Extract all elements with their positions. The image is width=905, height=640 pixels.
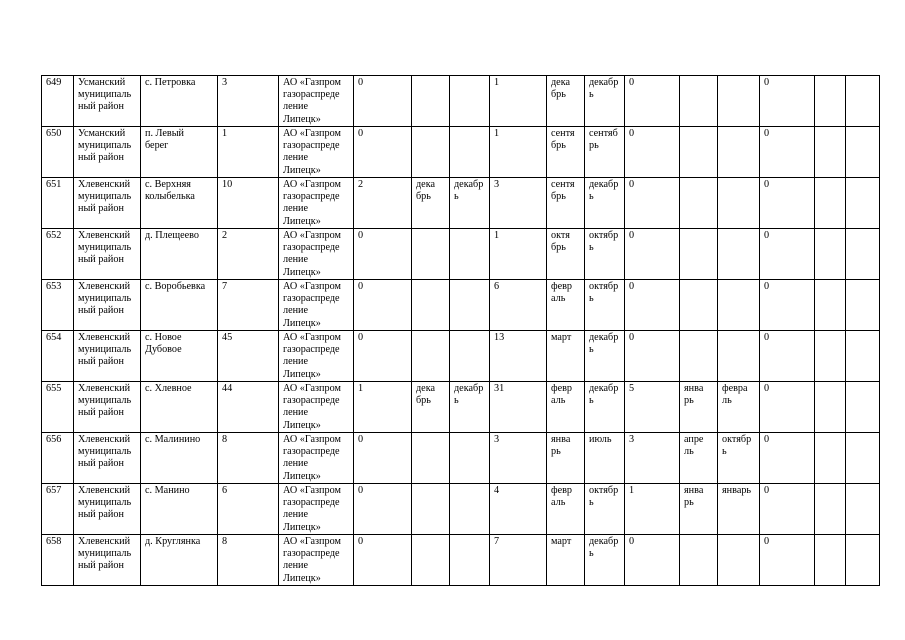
cell-plan-a-count: 1 bbox=[354, 382, 412, 433]
cell-plan-d-extra-1 bbox=[815, 178, 846, 229]
cell-plan-a-end bbox=[450, 484, 490, 535]
cell-operator: АО «Газпром газораспреде ление Липецк» bbox=[279, 76, 354, 127]
cell-row-number: 656 bbox=[42, 433, 74, 484]
cell-plan-c-end: февра ль bbox=[718, 382, 760, 433]
cell-plan-a-count: 0 bbox=[354, 280, 412, 331]
cell-row-number: 658 bbox=[42, 535, 74, 586]
cell-plan-c-start: янва рь bbox=[680, 382, 718, 433]
cell-plan-b-count: 13 bbox=[490, 331, 547, 382]
cell-plan-a-start bbox=[412, 484, 450, 535]
cell-plan-b-end: октябр ь bbox=[585, 229, 625, 280]
cell-plan-d-extra-1 bbox=[815, 280, 846, 331]
cell-plan-d-count: 0 bbox=[760, 76, 815, 127]
cell-operator: АО «Газпром газораспреде ление Липецк» bbox=[279, 331, 354, 382]
cell-plan-c-count: 0 bbox=[625, 76, 680, 127]
cell-plan-a-start bbox=[412, 331, 450, 382]
cell-plan-b-start: февр аль bbox=[547, 382, 585, 433]
cell-operator: АО «Газпром газораспреде ление Липецк» bbox=[279, 229, 354, 280]
cell-plan-b-end: июль bbox=[585, 433, 625, 484]
cell-plan-c-start bbox=[680, 229, 718, 280]
cell-plan-a-start bbox=[412, 229, 450, 280]
cell-plan-b-count: 3 bbox=[490, 433, 547, 484]
cell-row-number: 652 bbox=[42, 229, 74, 280]
cell-plan-d-extra-2 bbox=[846, 382, 880, 433]
cell-row-number: 655 bbox=[42, 382, 74, 433]
table-row bbox=[42, 433, 880, 484]
cell-plan-d-count: 0 bbox=[760, 127, 815, 178]
cell-plan-c-count: 0 bbox=[625, 331, 680, 382]
cell-plan-a-end bbox=[450, 535, 490, 586]
table-row bbox=[42, 280, 880, 331]
cell-plan-c-end bbox=[718, 280, 760, 331]
cell-plan-c-start bbox=[680, 535, 718, 586]
cell-district: Хлевенский муниципаль ный район bbox=[74, 382, 141, 433]
cell-row-number: 650 bbox=[42, 127, 74, 178]
cell-plan-d-extra-1 bbox=[815, 433, 846, 484]
table-row bbox=[42, 76, 880, 127]
cell-plan-b-end: декабр ь bbox=[585, 331, 625, 382]
cell-operator: АО «Газпром газораспреде ление Липецк» bbox=[279, 484, 354, 535]
cell-plan-a-count: 0 bbox=[354, 484, 412, 535]
cell-plan-b-start: сентя брь bbox=[547, 178, 585, 229]
cell-operator: АО «Газпром газораспреде ление Липецк» bbox=[279, 433, 354, 484]
cell-plan-d-count: 0 bbox=[760, 229, 815, 280]
cell-settlement: с. Воробьевка bbox=[141, 280, 218, 331]
cell-settlement: п. Левый берег bbox=[141, 127, 218, 178]
cell-settlement: д. Круглянка bbox=[141, 535, 218, 586]
cell-plan-a-start bbox=[412, 76, 450, 127]
cell-settlement: с. Новое Дубовое bbox=[141, 331, 218, 382]
cell-plan-a-end: декабр ь bbox=[450, 382, 490, 433]
cell-plan-d-extra-2 bbox=[846, 76, 880, 127]
cell-plan-b-start: октя брь bbox=[547, 229, 585, 280]
cell-plan-b-end: декабр ь bbox=[585, 382, 625, 433]
cell-plan-c-count: 0 bbox=[625, 229, 680, 280]
cell-plan-d-extra-2 bbox=[846, 331, 880, 382]
cell-plan-a-start: дека брь bbox=[412, 382, 450, 433]
cell-plan-d-extra-1 bbox=[815, 484, 846, 535]
cell-plan-d-extra-2 bbox=[846, 280, 880, 331]
cell-plan-c-end bbox=[718, 127, 760, 178]
cell-plan-c-start bbox=[680, 76, 718, 127]
cell-plan-c-start: апре ль bbox=[680, 433, 718, 484]
cell-plan-c-start bbox=[680, 331, 718, 382]
cell-count-total: 10 bbox=[218, 178, 279, 229]
cell-settlement: с. Манино bbox=[141, 484, 218, 535]
cell-count-total: 8 bbox=[218, 535, 279, 586]
cell-plan-d-extra-1 bbox=[815, 331, 846, 382]
cell-plan-b-count: 1 bbox=[490, 127, 547, 178]
cell-plan-b-start: янва рь bbox=[547, 433, 585, 484]
cell-district: Хлевенский муниципаль ный район bbox=[74, 280, 141, 331]
cell-district: Хлевенский муниципаль ный район bbox=[74, 535, 141, 586]
cell-operator: АО «Газпром газораспреде ление Липецк» bbox=[279, 382, 354, 433]
cell-plan-d-count: 0 bbox=[760, 535, 815, 586]
cell-district: Хлевенский муниципаль ный район bbox=[74, 178, 141, 229]
cell-plan-b-count: 3 bbox=[490, 178, 547, 229]
cell-plan-c-count: 1 bbox=[625, 484, 680, 535]
cell-plan-a-count: 0 bbox=[354, 127, 412, 178]
cell-count-total: 6 bbox=[218, 484, 279, 535]
cell-plan-d-count: 0 bbox=[760, 280, 815, 331]
cell-settlement: с. Хлевное bbox=[141, 382, 218, 433]
cell-operator: АО «Газпром газораспреде ление Липецк» bbox=[279, 280, 354, 331]
cell-plan-d-extra-1 bbox=[815, 76, 846, 127]
cell-row-number: 649 bbox=[42, 76, 74, 127]
gas-connection-table bbox=[41, 75, 880, 586]
cell-plan-a-count: 0 bbox=[354, 76, 412, 127]
cell-plan-d-count: 0 bbox=[760, 433, 815, 484]
table-row bbox=[42, 229, 880, 280]
cell-plan-a-end: декабр ь bbox=[450, 178, 490, 229]
cell-plan-b-end: декабр ь bbox=[585, 76, 625, 127]
cell-row-number: 654 bbox=[42, 331, 74, 382]
cell-plan-b-start: февр аль bbox=[547, 484, 585, 535]
cell-plan-d-extra-2 bbox=[846, 178, 880, 229]
cell-count-total: 2 bbox=[218, 229, 279, 280]
cell-operator: АО «Газпром газораспреде ление Липецк» bbox=[279, 178, 354, 229]
cell-plan-b-count: 7 bbox=[490, 535, 547, 586]
table-row bbox=[42, 178, 880, 229]
cell-plan-d-extra-2 bbox=[846, 127, 880, 178]
cell-district: Хлевенский муниципаль ный район bbox=[74, 484, 141, 535]
cell-plan-b-start: февр аль bbox=[547, 280, 585, 331]
cell-plan-c-count: 0 bbox=[625, 127, 680, 178]
cell-operator: АО «Газпром газораспреде ление Липецк» bbox=[279, 127, 354, 178]
cell-plan-d-extra-2 bbox=[846, 229, 880, 280]
cell-operator: АО «Газпром газораспреде ление Липецк» bbox=[279, 535, 354, 586]
cell-plan-b-end: декабр ь bbox=[585, 178, 625, 229]
cell-plan-d-count: 0 bbox=[760, 178, 815, 229]
cell-plan-a-end bbox=[450, 331, 490, 382]
cell-plan-d-extra-1 bbox=[815, 382, 846, 433]
cell-settlement: с. Петровка bbox=[141, 76, 218, 127]
cell-plan-b-end: октябр ь bbox=[585, 484, 625, 535]
cell-plan-a-count: 2 bbox=[354, 178, 412, 229]
table-row bbox=[42, 127, 880, 178]
cell-plan-a-end bbox=[450, 76, 490, 127]
cell-plan-b-start: сентя брь bbox=[547, 127, 585, 178]
cell-plan-a-end bbox=[450, 229, 490, 280]
cell-district: Усманский муниципаль ный район bbox=[74, 76, 141, 127]
cell-count-total: 8 bbox=[218, 433, 279, 484]
cell-plan-a-end bbox=[450, 280, 490, 331]
cell-plan-c-start bbox=[680, 127, 718, 178]
table-row bbox=[42, 382, 880, 433]
cell-plan-c-count: 3 bbox=[625, 433, 680, 484]
cell-settlement: д. Плещеево bbox=[141, 229, 218, 280]
cell-plan-a-count: 0 bbox=[354, 331, 412, 382]
cell-plan-c-start bbox=[680, 178, 718, 229]
cell-plan-a-count: 0 bbox=[354, 433, 412, 484]
cell-plan-a-end bbox=[450, 433, 490, 484]
cell-plan-d-extra-1 bbox=[815, 229, 846, 280]
cell-plan-b-end: декабр ь bbox=[585, 535, 625, 586]
cell-plan-d-extra-1 bbox=[815, 535, 846, 586]
cell-count-total: 44 bbox=[218, 382, 279, 433]
cell-row-number: 657 bbox=[42, 484, 74, 535]
cell-plan-a-start bbox=[412, 535, 450, 586]
cell-plan-b-start: март bbox=[547, 535, 585, 586]
cell-plan-b-start: дека брь bbox=[547, 76, 585, 127]
cell-plan-a-count: 0 bbox=[354, 535, 412, 586]
cell-district: Хлевенский муниципаль ный район bbox=[74, 433, 141, 484]
cell-plan-c-end: октябр ь bbox=[718, 433, 760, 484]
cell-plan-d-extra-2 bbox=[846, 535, 880, 586]
cell-plan-a-start bbox=[412, 280, 450, 331]
cell-plan-c-end bbox=[718, 76, 760, 127]
cell-plan-b-end: октябр ь bbox=[585, 280, 625, 331]
cell-plan-d-count: 0 bbox=[760, 484, 815, 535]
cell-count-total: 45 bbox=[218, 331, 279, 382]
cell-plan-c-count: 0 bbox=[625, 535, 680, 586]
cell-plan-a-count: 0 bbox=[354, 229, 412, 280]
cell-plan-b-start: март bbox=[547, 331, 585, 382]
cell-plan-d-count: 0 bbox=[760, 331, 815, 382]
cell-plan-c-end bbox=[718, 331, 760, 382]
cell-plan-c-end bbox=[718, 535, 760, 586]
cell-plan-b-count: 31 bbox=[490, 382, 547, 433]
cell-plan-c-start: янва рь bbox=[680, 484, 718, 535]
cell-count-total: 1 bbox=[218, 127, 279, 178]
cell-plan-b-count: 1 bbox=[490, 76, 547, 127]
cell-plan-c-count: 5 bbox=[625, 382, 680, 433]
cell-plan-c-count: 0 bbox=[625, 178, 680, 229]
cell-plan-c-end bbox=[718, 178, 760, 229]
table-row bbox=[42, 484, 880, 535]
cell-plan-d-extra-1 bbox=[815, 127, 846, 178]
cell-plan-b-end: сентяб рь bbox=[585, 127, 625, 178]
cell-count-total: 3 bbox=[218, 76, 279, 127]
cell-row-number: 653 bbox=[42, 280, 74, 331]
cell-plan-d-extra-2 bbox=[846, 484, 880, 535]
cell-district: Усманский муниципаль ный район bbox=[74, 127, 141, 178]
cell-plan-a-start: дека брь bbox=[412, 178, 450, 229]
table-row bbox=[42, 535, 880, 586]
cell-plan-a-start bbox=[412, 127, 450, 178]
cell-district: Хлевенский муниципаль ный район bbox=[74, 229, 141, 280]
cell-plan-c-end bbox=[718, 229, 760, 280]
cell-settlement: с. Верхняя колыбелька bbox=[141, 178, 218, 229]
table-row bbox=[42, 331, 880, 382]
cell-plan-a-end bbox=[450, 127, 490, 178]
cell-plan-b-count: 4 bbox=[490, 484, 547, 535]
cell-plan-b-count: 6 bbox=[490, 280, 547, 331]
cell-plan-b-count: 1 bbox=[490, 229, 547, 280]
cell-row-number: 651 bbox=[42, 178, 74, 229]
cell-plan-c-end: январь bbox=[718, 484, 760, 535]
cell-plan-c-count: 0 bbox=[625, 280, 680, 331]
cell-plan-d-extra-2 bbox=[846, 433, 880, 484]
cell-plan-d-count: 0 bbox=[760, 382, 815, 433]
cell-plan-c-start bbox=[680, 280, 718, 331]
cell-plan-a-start bbox=[412, 433, 450, 484]
cell-district: Хлевенский муниципаль ный район bbox=[74, 331, 141, 382]
cell-count-total: 7 bbox=[218, 280, 279, 331]
cell-settlement: с. Малинино bbox=[141, 433, 218, 484]
